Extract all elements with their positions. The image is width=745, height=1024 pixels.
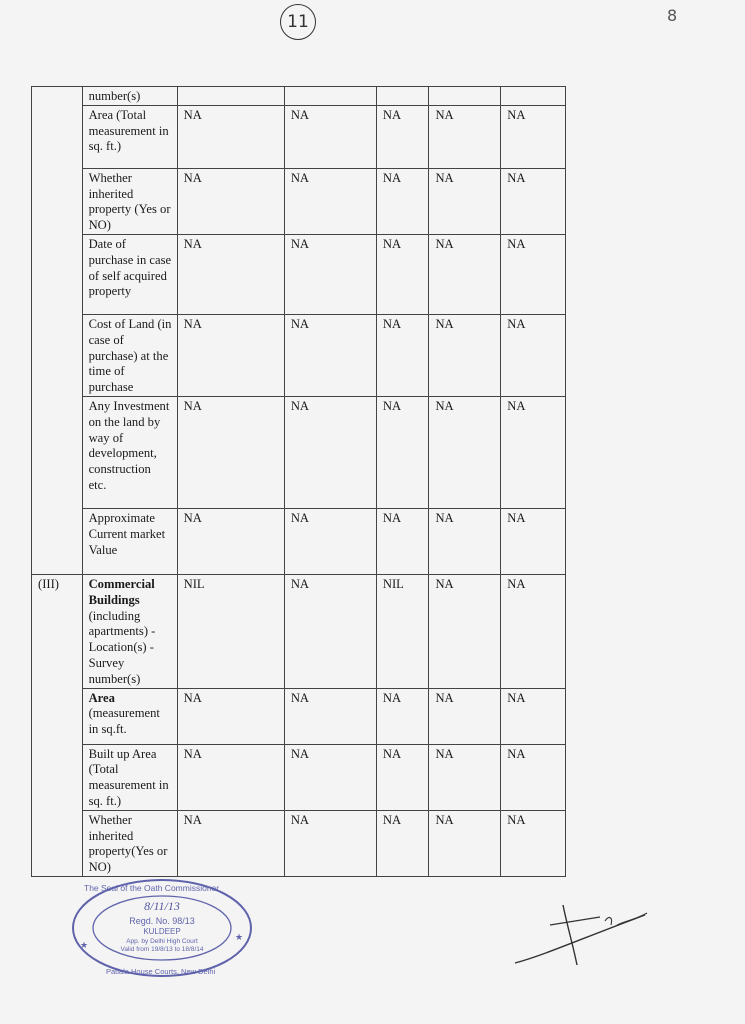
row-label: Area (Total measurement in sq. ft.) [82, 105, 177, 168]
table-cell: NA [429, 744, 501, 810]
table-cell: NA [429, 810, 501, 876]
table-cell: NA [177, 314, 284, 396]
table-row [32, 314, 566, 396]
table-cell: NA [177, 744, 284, 810]
table-cell: NA [376, 105, 429, 168]
table-row [32, 234, 566, 314]
seal-court-text: Patiala House Courts, New Delhi [106, 967, 216, 976]
table-cell: NA [501, 314, 566, 396]
table-cell: NIL [376, 574, 429, 688]
section-number-cell [32, 87, 83, 575]
table-cell: NA [501, 810, 566, 876]
table-cell: NA [284, 810, 376, 876]
table-cell: NA [376, 508, 429, 574]
table-cell: NA [501, 168, 566, 234]
table-cell: NA [376, 396, 429, 508]
row-label-rest: (measurement in sq.ft. [88, 706, 160, 737]
table-cell: NA [501, 234, 566, 314]
seal-ring-text: The Seal of the Oath Commissioner [84, 883, 220, 893]
table-cell: NA [284, 688, 376, 744]
row-label-bold: Area [88, 690, 115, 705]
table-cell: NA [501, 105, 566, 168]
row-label: Cost of Land (in case of purchase) at the time of purchase [82, 314, 177, 396]
table-cell: NA [284, 168, 376, 234]
table-cell: NA [177, 688, 284, 744]
table-row [32, 508, 566, 574]
table-row [32, 688, 566, 744]
table-cell: NA [376, 168, 429, 234]
table-cell: NA [429, 314, 501, 396]
table-row [32, 87, 566, 106]
table-cell: NA [284, 396, 376, 508]
table-cell: NA [284, 234, 376, 314]
table-cell: NA [501, 508, 566, 574]
seal-validity: Valid from 19/8/13 to 18/8/14 [120, 946, 204, 953]
table-cell: NA [177, 508, 284, 574]
table-cell: NA [284, 744, 376, 810]
section-title-rest: (including apartments) -Location(s) -Survey number(s) [88, 608, 156, 686]
table-cell: NA [177, 810, 284, 876]
table-cell: NA [376, 744, 429, 810]
seal-name: KULDEEP [143, 927, 181, 936]
handwritten-signature [505, 885, 655, 975]
table-cell: NA [376, 234, 429, 314]
assets-table [31, 86, 566, 877]
row-label [82, 574, 177, 688]
star-icon: ★ [80, 940, 89, 950]
table-cell: NA [501, 396, 566, 508]
table-cell: NIL [177, 574, 284, 688]
row-label: Any Investment on the land by way of development, construction etc. [82, 396, 177, 508]
table-cell: NA [429, 574, 501, 688]
page-number: 11 [280, 4, 316, 40]
table-cell: NA [284, 314, 376, 396]
table-cell: NA [501, 688, 566, 744]
table-cell: NA [429, 105, 501, 168]
table-row [32, 810, 566, 876]
table-row [32, 168, 566, 234]
seal-regd: Regd. No. 98/13 [129, 916, 195, 926]
table-cell: NA [177, 168, 284, 234]
row-label: Whether inherited property(Yes or NO) [82, 810, 177, 876]
seal-date: 8/11/13 [144, 899, 180, 913]
table-cell: NA [501, 574, 566, 688]
table-cell: NA [429, 234, 501, 314]
table-cell: NA [429, 396, 501, 508]
table-cell: NA [177, 105, 284, 168]
corner-page-number: 8 [667, 6, 678, 25]
table-cell: NA [284, 574, 376, 688]
table-row [32, 744, 566, 810]
oath-commissioner-seal [70, 876, 255, 981]
row-label: Whether inherited property (Yes or NO) [82, 168, 177, 234]
table-cell: NA [429, 168, 501, 234]
row-label [82, 688, 177, 744]
row-label: Built up Area (Total measurement in sq. ft.) [82, 744, 177, 810]
table-row [32, 105, 566, 168]
row-label: number(s) [82, 87, 177, 106]
table-cell: NA [177, 396, 284, 508]
table-cell: NA [429, 688, 501, 744]
table-cell: NA [376, 314, 429, 396]
row-label: Approximate Current market Value [82, 508, 177, 574]
table-cell: NA [284, 105, 376, 168]
seal-approval: App. by Delhi High Court [126, 938, 198, 945]
star-icon: ★ [235, 932, 244, 942]
section-number: (III) [32, 574, 83, 876]
table-cell: NA [501, 744, 566, 810]
table-cell: NA [376, 810, 429, 876]
table-cell: NA [177, 234, 284, 314]
table-cell: NA [376, 688, 429, 744]
section-title: Commercial Buildings [88, 576, 155, 607]
table-cell: NA [429, 508, 501, 574]
row-label: Date of purchase in case of self acquired property [82, 234, 177, 314]
table-row [32, 396, 566, 508]
table-cell: NA [284, 508, 376, 574]
table-row [32, 574, 566, 688]
